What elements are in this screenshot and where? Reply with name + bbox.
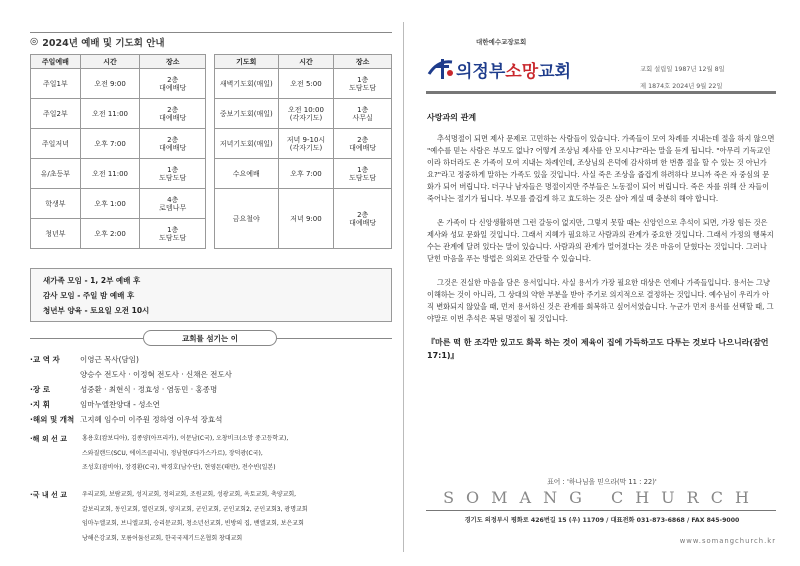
table-row (31, 159, 206, 189)
service-time: 저녁 9:00 (278, 189, 334, 249)
service-time: 오전 9:00 (80, 69, 140, 99)
staff-role: ·지 휘 (30, 400, 50, 409)
sunday-worship-table (30, 54, 206, 249)
mission-title: ·국 내 선 교 (30, 491, 68, 499)
article-paragraph: 온 가족이 다 신앙생활하면 그런 갈등이 없지만, 그렇지 못할 때는 신앙인으로 추석이 되면, 가장 힘든 것은 제사와 성묘 문화일 것입니다. 그래서 지혜가 필요하고 사람과의 관계가 중요한 것입니다. 그래서 가정의 행복지수는 관계에 달려 있다는 말이 있습니다. 사람과의 관계가 멀어졌다는 것은 마음이 닫혔다는 것입니다. 그러나 닫힌 마음을 푸는 방법은 의외로 간단할 수 있습니다. (427, 218, 774, 263)
staff-names: 이영근 목사(담임) (80, 355, 139, 364)
service-name: 청년부 (31, 219, 81, 249)
staff-role: ·장 로 (30, 385, 50, 394)
table-header-row (31, 55, 206, 69)
table-row (31, 189, 206, 219)
service-place: 4층 로뎀나무 (140, 189, 206, 219)
service-time: 오후 7:00 (80, 129, 140, 159)
table-row (215, 159, 392, 189)
issue-number: 제 1874호 2024년 9월 22일 (640, 83, 723, 90)
motto: 표어 : '하나님을 믿으라(막 11 : 22)' (547, 478, 657, 486)
header-rule (426, 91, 776, 94)
service-name: 주일저녁 (31, 129, 81, 159)
church-address: 경기도 의정부시 평화로 426번길 15 (우) 11709 / 대표전화 031-873-6868 / FAX 845-9000 (464, 517, 740, 524)
service-place: 2층 대예배당 (334, 129, 392, 159)
prayer-meeting-table (214, 54, 392, 249)
schedule-title-text: 2024년 예배 및 기도회 안내 (42, 37, 165, 49)
domestic-mission-list (30, 488, 392, 546)
col-header: 시간 (80, 55, 140, 69)
table-row (215, 69, 392, 99)
table-row (215, 99, 392, 129)
mission-body (82, 488, 392, 546)
denomination-label: 대한예수교장로회 (476, 38, 527, 46)
service-time: 오전 11:00 (80, 159, 140, 189)
website-link[interactable]: www.somangchurch.kr (679, 537, 776, 545)
staff-row (30, 352, 392, 367)
service-name: 수요예배 (215, 159, 279, 189)
staff-list (30, 352, 392, 427)
notice-line: 청년부 양육 - 토요일 오전 10시 (43, 306, 150, 315)
table-row (215, 129, 392, 159)
service-place: 2층 대예배당 (140, 129, 206, 159)
header-rule (277, 338, 392, 339)
servants-header (30, 330, 392, 346)
service-name: 중보기도회(매일) (215, 99, 279, 129)
mission-line: 낭해은강교회, 모름어둠선교회, 한국국제기드온협회 창대교회 (82, 534, 243, 542)
service-place: 1층 도담도담 (334, 159, 392, 189)
service-name: 새벽기도회(매일) (215, 69, 279, 99)
church-name-watermark: SOMANG CHURCH (443, 488, 761, 507)
service-time: 오전 5:00 (278, 69, 334, 99)
staff-role (30, 367, 80, 382)
service-time: 오전 10:00 (각자기도) (278, 99, 334, 129)
table-row (31, 69, 206, 99)
church-logo (426, 56, 571, 82)
table-row (215, 189, 392, 249)
article-paragraph: 그것은 진실한 마음을 담은 용서입니다. 사실 용서가 가장 필요한 대상은 언제나 가족들입니다. 용서는 그냥 이해하는 것이 아니라, 그 상대의 약한 부분을 받아 주기로 의지적으로 결정하는 것입니다. 예수님이 우리가 아직 변화되지 않았을 때, 먼저 용서하신 것은 관계를 회복하고 싶어서였습니다. 누군가 먼저 용서를 선택할 때, 그야말로 이번 추석은 복된 명절이 될 것입니다. (427, 278, 774, 323)
service-time: 저녁 9-10시 (각자기도) (278, 129, 334, 159)
mission-title: ·해 외 선 교 (30, 435, 68, 443)
mission-line: 갈보리교회, 동인교회, 열린교회, 양지교회, 군인교회, 군인교회2, 군인교회3, 광명교회 (82, 505, 308, 513)
staff-row (30, 412, 392, 427)
table-row (31, 129, 206, 159)
service-time: 오후 2:00 (80, 219, 140, 249)
article-title: 사랑과의 관계 (427, 113, 477, 122)
footer-rule (426, 510, 776, 511)
service-name: 학생부 (31, 189, 81, 219)
servants-title: 교회를 섬기는 이 (143, 330, 277, 346)
staff-role: ·교 역 자 (30, 355, 60, 364)
col-header: 장소 (334, 55, 392, 69)
col-header: 주일예배 (31, 55, 81, 69)
service-name: 저녁기도회(매일) (215, 129, 279, 159)
service-place: 2층 대예배당 (140, 69, 206, 99)
service-name: 유/초등부 (31, 159, 81, 189)
col-header: 장소 (140, 55, 206, 69)
meeting-notice-box (30, 268, 392, 322)
notice-line: 감사 모임 - 주일 밤 예배 후 (43, 291, 135, 300)
staff-names: 고지혜 임수미 이주원 정하영 이우석 장효석 (80, 415, 223, 424)
mission-line: 우리교회, 보람교회, 성지교회, 정의교회, 조원교회, 성광교회, 옥토교회, 축양교회, (82, 491, 297, 498)
table-header-row (215, 55, 392, 69)
service-place: 1층 도담도담 (140, 159, 206, 189)
service-time: 오후 7:00 (278, 159, 334, 189)
cross-logo-icon (426, 56, 456, 82)
col-header: 시간 (278, 55, 334, 69)
mission-line: 임마누엘교회, 브니엘교회, 승리문교회, 청소년선교회, 빈방의 집, 밴엘교회, 보은교회 (82, 520, 304, 527)
service-place: 1층 도담도담 (140, 219, 206, 249)
header-rule (30, 338, 143, 339)
circle-bullet-icon: ◎ (30, 36, 39, 47)
article-paragraph: 추석명절이 되면 제사 문제로 고민하는 사람들이 있습니다. 가족들이 모여 차례를 지내는데 절을 하지 않으면 "예수를 믿는 사람은 부모도 없나? 어떻게 조상님 제사를 안 모시냐?"라는 말을 듣게 됩니다. "아무리 기독교인이라 하더라도 온 가족이 모여 지내는 차례인데, 조상님의 은덕에 감사하며 한 번쯤 절을 할 수 있는 것 아닌가요?"라고 정중하게 말하는 가족도 있을 것입니다. 사실 죽은 조상을 줍겁게 하려하다 보니까 죽은 자 중심의 문화가 되어 버립니다. 더구나 남자들은 명절이지만 주부들은 노동절이 되어 버립니다. 죽은 자를 위해 산 자들이 죽어나는 절기가 됩니다. 부모를 즐겁게 하고 효도하는 것은 살아 계실 때 충분히 해야 합니다. (427, 134, 775, 203)
staff-row (30, 382, 392, 397)
church-name: 의정부소망교회 (456, 61, 571, 82)
mission-line: 조성호(잠비아), 장경환(C국), 박경호(남수단), 현영돈(태만), 전수빈(일본) (82, 464, 276, 471)
schedule-title (30, 32, 392, 48)
service-name: 주일2부 (31, 99, 81, 129)
overseas-mission-list (30, 432, 392, 476)
service-time: 오후 1:00 (80, 189, 140, 219)
staff-role: ·해외 및 개척 (30, 415, 75, 424)
left-column (30, 32, 392, 542)
bulletin-meta (640, 61, 725, 95)
service-name: 주일1부 (31, 69, 81, 99)
mission-line: 홍용호(캄보디아), 김종양(아프리카), 이문남(C국), 오창비크(소망 중고등학교), (82, 435, 289, 442)
mission-body (82, 432, 392, 476)
service-name: 금요철야 (215, 189, 279, 249)
mission-line: 스와질랜드(SCU, 에이즈클리닉), 정남현(F다가스카르), 장덕광(C국), (82, 449, 263, 457)
staff-names: 양승수 전도사 · 이정혁 전도사 · 신채은 전도사 (80, 370, 232, 379)
service-place: 2층 대예배당 (334, 189, 392, 249)
staff-names: 임마누엘찬양대 - 성소연 (80, 400, 160, 409)
service-time: 오전 11:00 (80, 99, 140, 129)
service-place: 2층 대예배당 (140, 99, 206, 129)
staff-row (30, 367, 392, 382)
scripture-verse: 『마른 떡 한 조각만 있고도 화목 하는 것이 제육이 집에 가득하고도 다투는 것보다 나으니라(잠언17:1)』 (427, 338, 769, 360)
column-article (427, 112, 775, 362)
service-place: 1층 도담도담 (334, 69, 392, 99)
notice-line: 새가족 모임 - 1, 2부 예배 후 (43, 276, 141, 285)
table-row (31, 219, 206, 249)
col-header: 기도회 (215, 55, 279, 69)
founded-date: 교회 설립일 1987년 12월 8일 (640, 66, 725, 73)
service-place: 1층 사무실 (334, 99, 392, 129)
table-row (31, 99, 206, 129)
staff-row (30, 397, 392, 412)
staff-names: 성중환 · 최현식 · 정효성 · 염동민 · 홍종명 (80, 385, 218, 394)
column-divider (403, 22, 404, 552)
